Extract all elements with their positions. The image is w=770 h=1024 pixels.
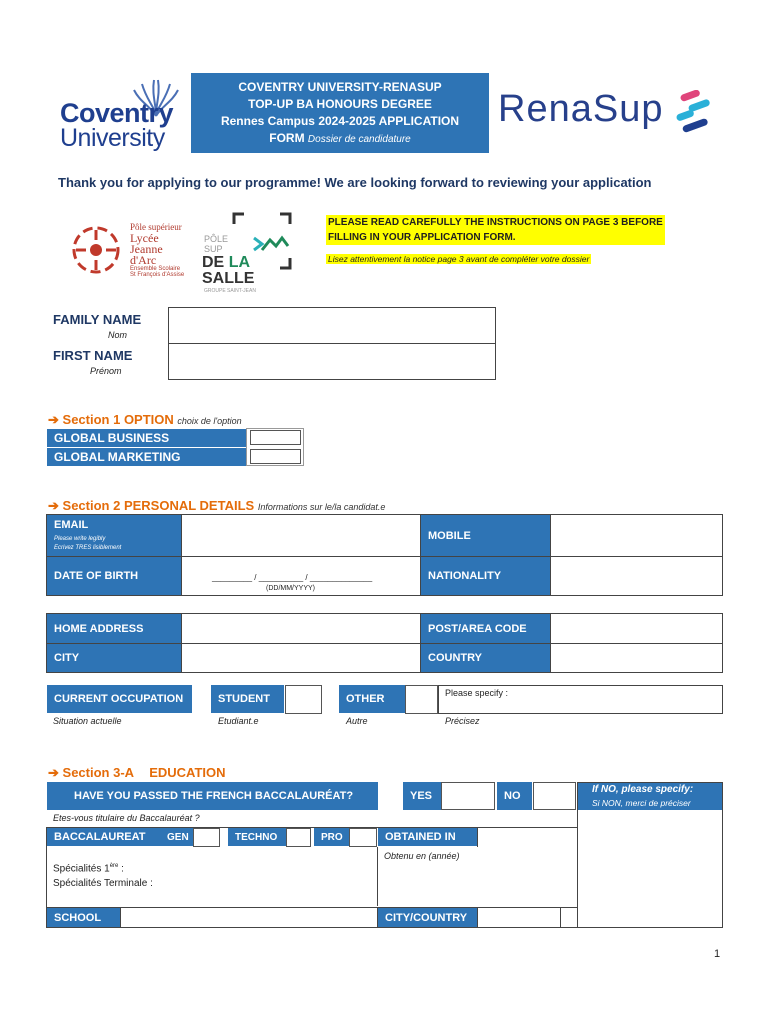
notice-english-line2: FILLING IN YOUR APPLICATION FORM.	[328, 232, 516, 243]
section2-subtitle: Informations sur le/la candidat.e	[257, 502, 386, 512]
spec1-text	[53, 863, 124, 874]
techno-checkbox[interactable]	[286, 828, 311, 847]
specify-label: Please specify :	[445, 688, 509, 698]
lasalle-sup: SUP	[204, 244, 223, 254]
thank-you-text: Thank you for applying to our programme! We are looking forward to reviewing your application	[58, 175, 652, 190]
section1-subtitle: choix de l'option	[177, 416, 242, 426]
postcode-field[interactable]	[550, 614, 722, 643]
family-name-sub: Nom	[108, 330, 128, 340]
section1-heading	[48, 412, 242, 428]
option-global-business-label: GLOBAL BUSINESS	[47, 429, 247, 447]
specify-sub: Précisez	[445, 716, 480, 726]
obtained-label: OBTAINED IN	[378, 828, 477, 846]
lycee-line6: St François d'Assise	[130, 272, 185, 278]
arrow-right-icon: ➔	[48, 412, 59, 427]
other-label: OTHER	[339, 685, 405, 713]
mobile-field[interactable]	[550, 515, 722, 556]
section2-heading	[48, 498, 385, 514]
option-global-marketing-checkbox[interactable]	[250, 449, 301, 464]
notice-french: Lisez attentivement la notice page 3 avant de compléter votre dossier	[328, 254, 590, 264]
country-label: COUNTRY	[421, 644, 550, 672]
yes-checkbox[interactable]	[441, 782, 495, 810]
yes-label: YES	[403, 782, 441, 810]
lasalle-la: LA	[228, 254, 251, 271]
first-name-field[interactable]	[168, 343, 496, 380]
techno-label: TECHNO	[228, 828, 286, 846]
spec1-suffix: :	[118, 863, 124, 875]
dob-format: (DD/MM/YYYY)	[266, 585, 315, 592]
coventry-logo	[58, 74, 188, 154]
email-label-cell	[47, 515, 181, 556]
obtained-field[interactable]	[477, 828, 578, 847]
section3-title: Section 3-A	[62, 765, 134, 780]
family-name-field[interactable]	[168, 307, 496, 344]
spec1-prefix: Spécialités 1	[53, 863, 110, 875]
header-line3: Rennes Campus 2024-2025 APPLICATION	[220, 114, 460, 128]
nationality-field[interactable]	[550, 557, 722, 595]
dob-label: DATE OF BIRTH	[47, 557, 181, 595]
home-address-field[interactable]	[181, 614, 421, 643]
instructions-notice	[326, 215, 770, 267]
lasalle-group: GROUPE SAINT-JEAN	[204, 288, 256, 294]
nationality-label: NATIONALITY	[421, 557, 550, 595]
lycee-jeanne-darc-logo	[68, 222, 198, 278]
if-no-label: If NO, please specify:	[592, 784, 694, 795]
email-field[interactable]	[181, 515, 421, 556]
postcode-label: POST/AREA CODE	[421, 614, 550, 643]
section3-title2: EDUCATION	[149, 765, 226, 780]
school-label: SCHOOL	[47, 908, 120, 927]
first-name-sub: Prénom	[90, 366, 122, 376]
option-global-business-checkbox[interactable]	[250, 430, 301, 445]
gen-checkbox[interactable]	[193, 828, 220, 847]
email-hint1: Please write legibly	[54, 536, 106, 542]
header-line1: COVENTRY UNIVERSITY-RENASUP	[238, 80, 442, 94]
coventry-logo-bottom: University	[60, 124, 165, 152]
header-line2: TOP-UP BA HONOURS DEGREE	[248, 97, 432, 111]
option-global-marketing-label: GLOBAL MARKETING	[47, 448, 247, 466]
if-no-sub: Si NON, merci de préciser	[592, 798, 691, 808]
lasalle-de: DE	[202, 254, 225, 271]
header-line4-bold: FORM	[269, 131, 305, 145]
first-name-label: FIRST NAME	[53, 348, 133, 363]
pro-checkbox[interactable]	[349, 828, 377, 847]
pole-sup-de-la-salle-logo	[202, 212, 298, 294]
obtained-sub: Obtenu en (année)	[384, 851, 460, 861]
dob-blank: _________ / __________ / ______________	[212, 573, 373, 582]
occupation-sub: Situation actuelle	[53, 716, 122, 726]
city-country-field[interactable]	[477, 908, 577, 927]
pro-label: PRO	[314, 828, 349, 846]
email-label: EMAIL	[54, 519, 89, 531]
bac-label: BACCALAUREAT	[47, 828, 160, 846]
city-country-label: CITY/COUNTRY	[378, 908, 477, 927]
city-field[interactable]	[181, 644, 421, 672]
lycee-line4: d'Arc	[130, 253, 157, 267]
gen-label: GEN	[160, 828, 193, 846]
section1-title: Section 1 OPTION	[62, 412, 174, 427]
lycee-line2: Lycée	[130, 231, 159, 245]
student-checkbox[interactable]	[285, 685, 322, 714]
city-label: CITY	[47, 644, 181, 672]
mobile-label: MOBILE	[421, 515, 550, 556]
if-no-header	[578, 783, 722, 810]
header-line4-italic: Dossier de candidature	[307, 134, 411, 145]
other-checkbox[interactable]	[405, 685, 438, 714]
spec2-text: Spécialités Terminale :	[53, 878, 153, 889]
section3-heading	[48, 765, 226, 781]
email-hint2: Ecrivez TRES lisiblement	[54, 545, 122, 551]
school-field[interactable]	[120, 908, 378, 927]
specify-field[interactable]	[438, 685, 723, 714]
bac-question-label: HAVE YOU PASSED THE FRENCH BACCALAURÉAT?	[47, 782, 378, 810]
country-field[interactable]	[550, 644, 722, 672]
student-sub: Etudiant.e	[218, 716, 259, 726]
notice-english-line1: PLEASE READ CAREFULLY THE INSTRUCTIONS ON PAGE 3 BEFORE	[328, 217, 663, 228]
renasup-logo	[498, 88, 718, 144]
arrow-right-icon: ➔	[48, 498, 59, 513]
arrow-right-icon: ➔	[48, 765, 59, 780]
sun-emblem-icon	[68, 222, 124, 278]
bac-question-sub: Etes-vous titulaire du Baccalauréat ?	[53, 813, 200, 823]
other-sub: Autre	[346, 716, 368, 726]
coventry-logo-top: Coventry	[60, 98, 174, 128]
renasup-logo-text: RenaSup	[498, 88, 664, 130]
header-title-box	[191, 73, 489, 153]
student-label: STUDENT	[211, 685, 284, 713]
home-address-label: HOME ADDRESS	[47, 614, 181, 643]
section2-title: Section 2 PERSONAL DETAILS	[62, 498, 255, 513]
occupation-label: CURRENT OCCUPATION	[47, 685, 192, 713]
no-label: NO	[497, 782, 532, 810]
page-number: 1	[714, 948, 721, 960]
lycee-line5: Ensemble Scolaire	[130, 266, 181, 272]
lasalle-salle: SALLE	[202, 270, 255, 287]
lasalle-pole: PÔLE	[204, 234, 229, 244]
family-name-label: FAMILY NAME	[53, 312, 142, 327]
spec1-sup: ère	[109, 863, 119, 869]
lycee-line3: Jeanne	[130, 242, 163, 256]
dob-field[interactable]	[181, 557, 421, 595]
no-checkbox[interactable]	[533, 782, 576, 810]
renasup-mark-icon	[672, 90, 716, 134]
lycee-line1: Pôle supérieur	[130, 222, 182, 232]
